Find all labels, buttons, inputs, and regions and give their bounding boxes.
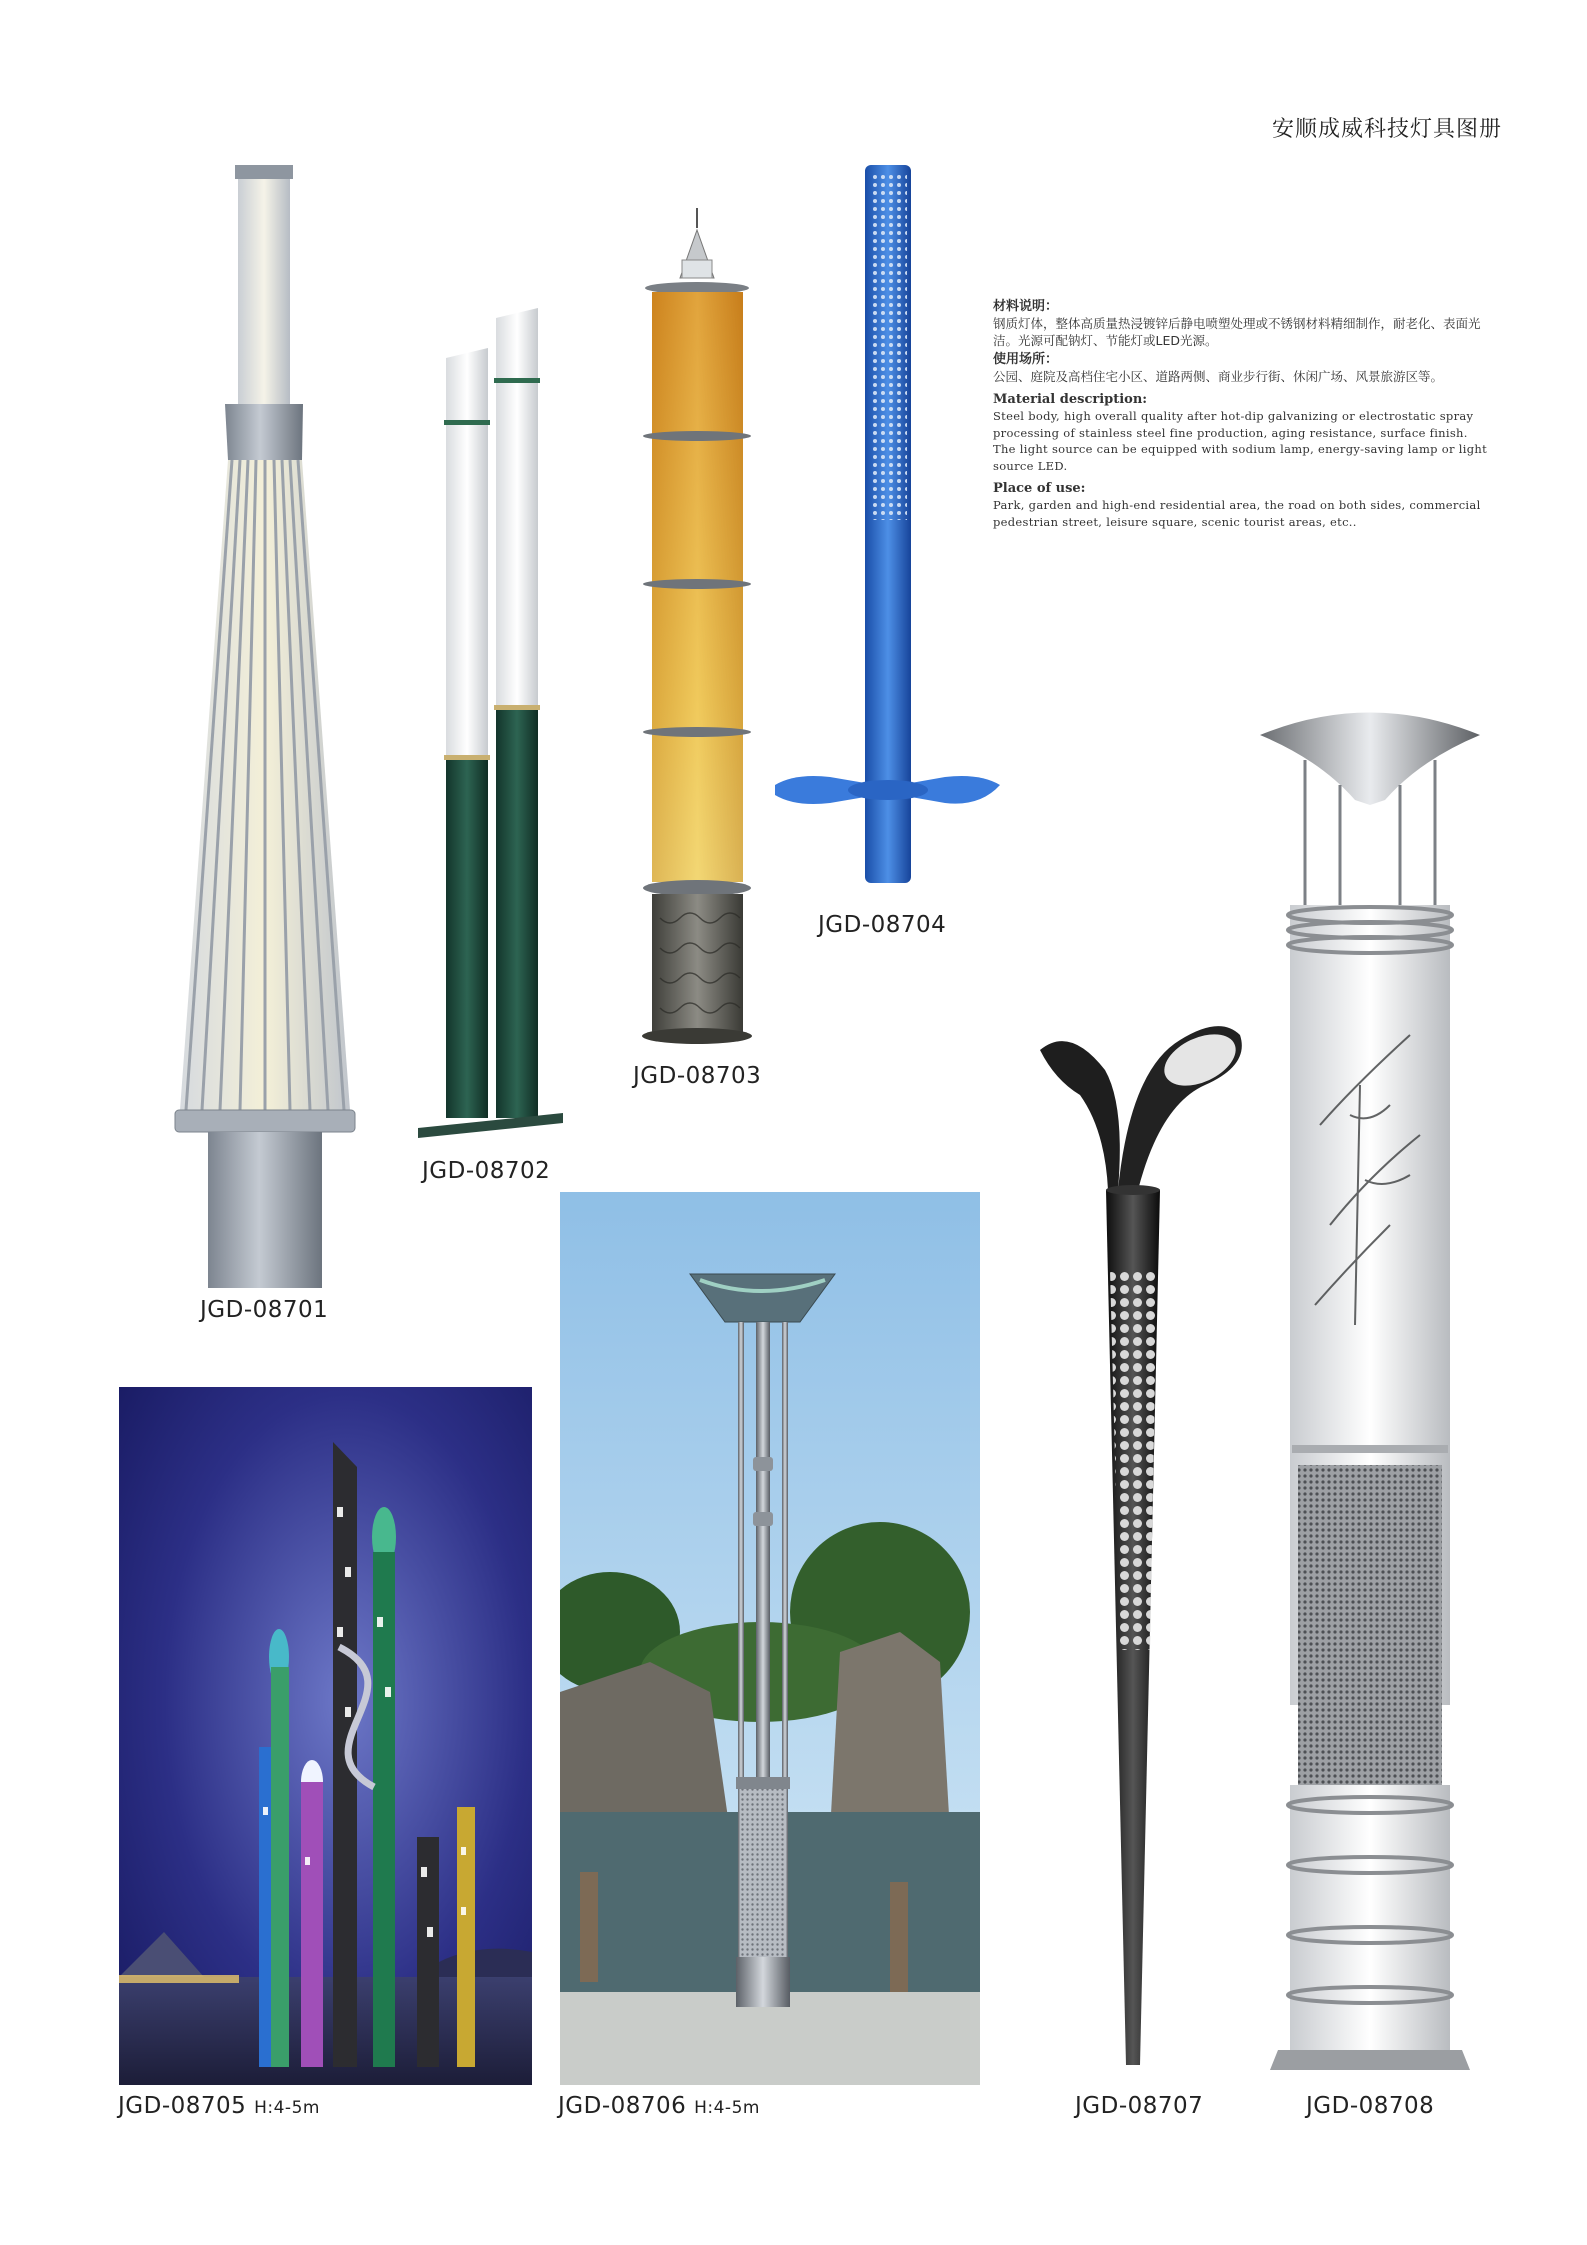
product-code-08708: JGD-08708 xyxy=(1306,2093,1435,2119)
catalog-title: 安顺成威科技灯具图册 xyxy=(1271,117,1502,142)
lamp-image-08708 xyxy=(1260,705,1485,2085)
lamp-photo-08706 xyxy=(560,1192,980,2085)
product-code-08705 xyxy=(118,2093,320,2119)
lamp-image-08703 xyxy=(640,208,755,1048)
lamp-image-08702 xyxy=(418,308,563,1138)
product-code-08703: JGD-08703 xyxy=(633,1063,762,1089)
place-text-en: Park, garden and high-end residential area, the road on both sides, commercial pedestrian street, leisure square, scenic tourist areas, etc.. xyxy=(993,498,1481,529)
material-text-en: Steel body, high overall quality after hot-dip galvanizing or electrostatic spray processing of stainless steel fine production, aging resistance, surface finish. The light source can be equipped with sodium lamp, energy-saving lamp or light source LED. xyxy=(993,409,1487,473)
material-heading-cn: 材料说明： xyxy=(993,299,1059,314)
product-height-08706: H:4-5m xyxy=(694,2098,760,2118)
lamp-image-08704 xyxy=(775,165,1000,895)
place-heading-en: Place of use: xyxy=(993,481,1086,496)
product-code-text-08706: JGD-08706 xyxy=(558,2093,687,2119)
product-code-08702: JGD-08702 xyxy=(422,1158,551,1184)
lamp-image-08707 xyxy=(1040,1010,1260,2085)
lamp-photo-08705 xyxy=(119,1387,532,2085)
lamp-image-08701 xyxy=(170,160,360,1290)
place-text-cn: 公园、庭院及高档住宅小区、道路两侧、商业步行街、休闲广场、风景旅游区等。 xyxy=(993,369,1444,384)
product-code-08706 xyxy=(558,2093,760,2119)
product-code-08707: JGD-08707 xyxy=(1075,2093,1204,2119)
product-height-08705: H:4-5m xyxy=(254,2098,320,2118)
product-code-08701: JGD-08701 xyxy=(200,1297,329,1323)
material-heading-en: Material description: xyxy=(993,392,1148,407)
product-code-08704: JGD-08704 xyxy=(818,912,947,938)
place-heading-cn: 使用场所： xyxy=(993,352,1059,367)
material-text-cn: 钢质灯体，整体高质量热浸镀锌后静电喷塑处理或不锈钢材料精细制作，耐老化、表面光洁。光源可配钠灯、节能灯或LED光源。 xyxy=(993,316,1481,348)
product-code-text-08705: JGD-08705 xyxy=(118,2093,247,2119)
product-description xyxy=(993,296,1493,530)
